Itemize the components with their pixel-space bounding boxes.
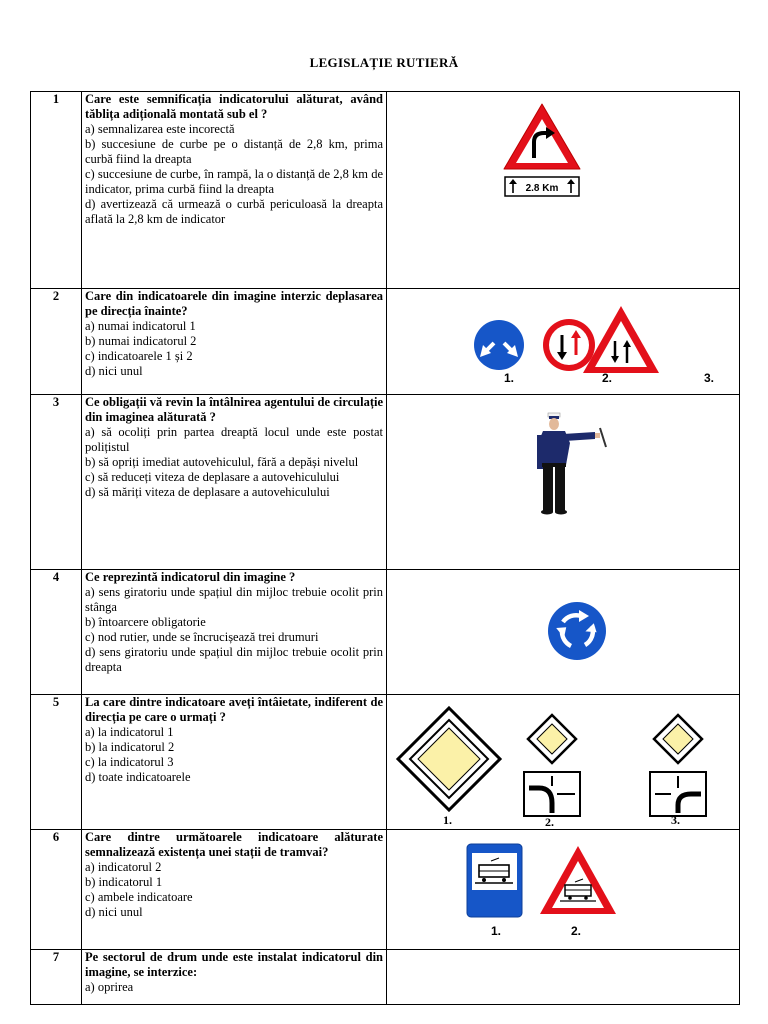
question-text: La care dintre indicatoare aveți întâietate, indiferent de direcția pe care o urmați ? (85, 695, 383, 724)
question-cell (82, 950, 387, 1005)
answer-option-c: c) nod rutier, unde se încrucișează trei drumuri (85, 630, 319, 644)
question-row-1 (31, 92, 740, 289)
answer-option-d: d) să măriți viteza de deplasare a autovehiculului (85, 485, 330, 499)
answer-option-a: a) sens giratoriu unde spațiul din mijloc trebuie ocolit prin stânga (85, 585, 383, 614)
image-cell (387, 395, 740, 570)
answer-option-b: b) să opriți imediat autovehiculul, fără a depăși nivelul (85, 455, 359, 469)
tram-warning-sign (540, 846, 616, 914)
question-number: 3 (31, 395, 82, 570)
answer-option-b: b) la indicatorul 2 (85, 740, 175, 754)
question-cell (82, 695, 387, 830)
question-text: Care din indicatoarele din imagine interzic deplasarea pe direcția înainte? (85, 289, 383, 318)
answer-option-c: c) la indicatorul 3 (85, 755, 174, 769)
sign-label-3: 3. (704, 371, 715, 385)
image-cell (387, 950, 740, 1005)
image-cell (387, 289, 740, 395)
answer-option-d: d) nici unul (85, 364, 143, 378)
question-cell (82, 395, 387, 570)
answer-option-d: d) toate indicatoarele (85, 770, 191, 784)
sign-label-1: 1. (504, 371, 515, 385)
image-cell (387, 695, 740, 830)
answer-option-b: b) întoarcere obligatorie (85, 615, 206, 629)
question-text: Care dintre următoarele indicatoare alăturate semnalizează existența unei stații de tramvai? (85, 830, 383, 859)
answer-option-c: c) ambele indicatoare (85, 890, 193, 904)
answer-option-a: a) oprirea (85, 980, 134, 994)
answer-option-c: c) să reduceți viteza de deplasare a autovehiculului (85, 470, 340, 484)
question-text: Pe sectorul de drum unde este instalat indicatorul din imagine, se interzice: (85, 950, 383, 979)
question-row-3 (31, 395, 740, 570)
question-cell (82, 570, 387, 695)
question-text: Ce obligații vă revin la întâlnirea agentului de circulație din imaginea alăturată ? (85, 395, 383, 424)
image-cell (387, 570, 740, 695)
question-cell (82, 830, 387, 950)
question-number: 1 (31, 92, 82, 289)
image-cell (387, 92, 740, 289)
answer-option-a: a) să ocoliți prin partea dreaptă locul unde este postat polițistul (85, 425, 383, 454)
question-number: 5 (31, 695, 82, 830)
question-row-2 (31, 289, 740, 395)
image-cell (387, 830, 740, 950)
priority-road-signs-group (387, 695, 747, 830)
question-number: 2 (31, 289, 82, 395)
tram-signs-group (387, 830, 747, 950)
question-row-4 (31, 570, 740, 695)
question-number: 6 (31, 830, 82, 950)
answer-option-b: b) indicatorul 1 (85, 875, 163, 889)
answer-option-a: a) semnalizarea este incorectă (85, 122, 235, 136)
quiz-table (30, 91, 740, 1005)
answer-option-a: a) indicatorul 2 (85, 860, 162, 874)
question-text: Care este semnificația indicatorului alăturat, având tăblița adițională montată sub el ? (85, 92, 383, 121)
answer-option-b: b) succesiune de curbe pe o distanță de 2,8 km, prima curbă fiind la dreapta (85, 137, 383, 166)
page-title: LEGISLAȚIE RUTIERĂ (309, 55, 459, 70)
sign-label-1: 1. (443, 813, 452, 827)
answer-option-c: c) succesiune de curbe, în rampă, la o distanță de 2,8 km de indicator, prima curbă fiind la dreapta (85, 167, 383, 196)
question-number: 4 (31, 570, 82, 695)
roundabout-sign (387, 570, 747, 695)
question-row-6 (31, 830, 740, 950)
answer-option-a: a) la indicatorul 1 (85, 725, 174, 739)
answer-option-b: b) numai indicatorul 2 (85, 334, 197, 348)
answer-option-d: d) avertizează că urmează o curbă periculoasă la dreapta aflată la 2,8 km de indicator (85, 197, 383, 226)
pass-either-side-sign (474, 320, 524, 370)
priority-road-sign-2 (524, 715, 580, 816)
priority-road-sign-3 (650, 715, 706, 816)
priority-road-sign-1 (398, 708, 500, 810)
answer-option-c: c) indicatoarele 1 și 2 (85, 349, 193, 363)
question-cell (82, 92, 387, 289)
sign-label-2: 2. (602, 371, 613, 385)
sign-label-2: 2. (545, 815, 554, 829)
traffic-officer-figure (387, 395, 747, 570)
distance-plate-text: 2.8 Km (525, 183, 559, 194)
question-number: 7 (31, 950, 82, 1005)
answer-option-d: d) sens giratoriu unde spațiul din mijloc trebuie ocolit prin dreapta (85, 645, 383, 674)
dangerous-curve-sign-with-plate (387, 92, 747, 289)
sign-label-2: 2. (571, 924, 582, 938)
sign-label-3: 3. (671, 813, 680, 827)
sign-label-1: 1. (491, 924, 502, 938)
answer-option-d: d) nici unul (85, 905, 143, 919)
three-signs-group (387, 289, 747, 395)
question-row-5 (31, 695, 740, 830)
answer-option-a: a) numai indicatorul 1 (85, 319, 196, 333)
question-text: Ce reprezintă indicatorul din imagine ? (85, 570, 296, 584)
tram-stop-sign (467, 844, 522, 917)
question-row-7 (31, 950, 740, 1005)
question-cell (82, 289, 387, 395)
